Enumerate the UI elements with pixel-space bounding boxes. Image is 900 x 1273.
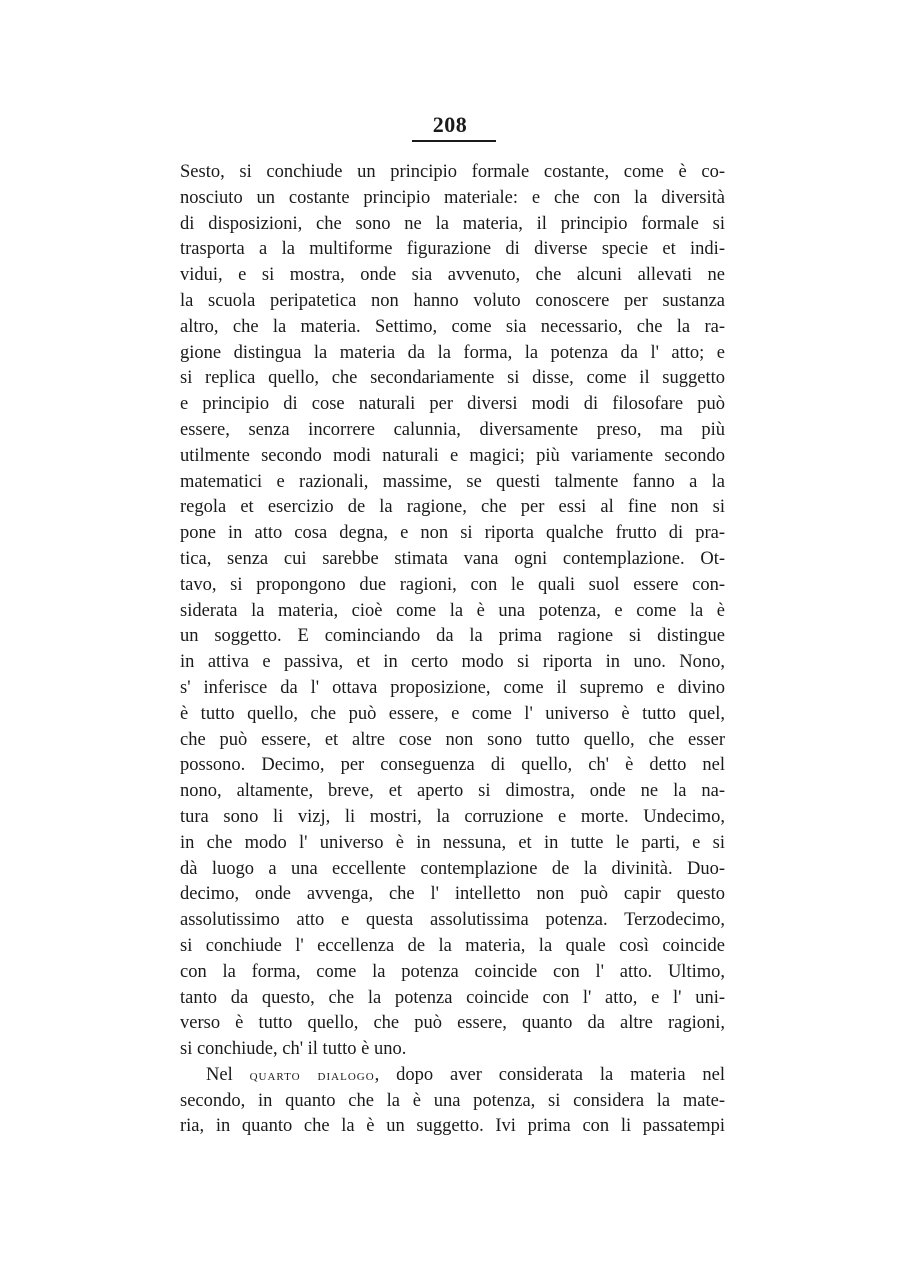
text-line: e principio di cose naturali per diversi modi di filosofare può — [180, 394, 725, 415]
text-line: tavo, si propongono due ragioni, con le quali suol essere con- — [180, 574, 725, 595]
text-line: Sesto, si conchiude un principio formale costante, come è co- — [180, 162, 725, 182]
text-line: nosciuto un costante principio materiale: e che con la diversità — [180, 187, 725, 208]
text-line: la scuola peripatetica non hanno voluto conoscere per sustanza — [180, 290, 725, 311]
text-line: ria, in quanto che la è un suggetto. Ivi prima con li passatempi — [180, 1116, 725, 1137]
text-line: che può essere, et altre cose non sono tutto quello, che esser — [180, 729, 725, 750]
text-line: è tutto quello, che può essere, e come l' universo è tutto quel, — [180, 703, 725, 724]
text-line: siderata la materia, cioè come la è una potenza, e come la è — [180, 600, 725, 621]
text-line: vidui, e si mostra, onde sia avvenuto, che alcuni allevati ne — [180, 265, 725, 286]
text-line: con la forma, come la potenza coincide con l' atto. Ultimo, — [180, 961, 725, 982]
text-line: dà luogo a una eccellente contemplazione de la divinità. Duo- — [180, 858, 725, 879]
text-line: tura sono li vizj, li mostri, la corruzione e morte. Undecimo, — [180, 806, 725, 827]
text-line: si conchiude l' eccellenza de la materia, la quale così coincide — [180, 935, 725, 956]
text-line: s' inferisce da l' ottava proposizione, come il supremo e divino — [180, 677, 725, 698]
text-line: regola et esercizio de la ragione, che per essi al fine non si — [180, 497, 725, 518]
paragraph-lead: Nel — [206, 1064, 250, 1085]
text-line: trasporta a la multiforme figurazione di diverse specie et indi- — [180, 239, 725, 260]
text-line: si replica quello, che secondariamente si disse, come il suggetto — [180, 368, 725, 389]
text-line: tica, senza cui sarebbe stimata vana ogni contemplazione. Ot- — [180, 548, 725, 569]
text-line: assolutissimo atto e questa assolutissima potenza. Terzodecimo, — [180, 910, 725, 931]
text-line: pone in atto cosa degna, e non si riporta qualche frutto di pra- — [180, 523, 725, 544]
section-reference: quarto dialogo — [249, 1067, 375, 1084]
page-number: 208 — [432, 112, 468, 137]
body-text — [180, 160, 725, 1140]
paragraph-opening-line — [180, 1063, 725, 1089]
text-line: secondo, in quanto che la è una potenza, si considera la mate- — [180, 1090, 725, 1111]
text-line: essere, senza incorrere calunnia, diversamente preso, ma più — [180, 419, 725, 440]
text-line: altro, che la materia. Settimo, come sia necessario, che la ra- — [180, 316, 725, 337]
text-line: tanto da questo, che la potenza coincide con l' atto, e l' uni- — [180, 987, 725, 1008]
text-line: si conchiude, ch' il tutto è uno. — [180, 1039, 407, 1060]
text-line: nono, altamente, breve, et aperto si dimostra, onde ne la na- — [180, 781, 725, 802]
header-rule — [412, 140, 496, 142]
text-line: gione distingua la materia da la forma, la potenza da l' atto; e — [180, 342, 725, 363]
text-line: in che modo l' universo è in nessuna, et in tutte le parti, e si — [180, 832, 725, 853]
text-line: decimo, onde avvenga, che l' intelletto non può capir questo — [180, 884, 725, 905]
text-line: di disposizioni, che sono ne la materia, il principio formale si — [180, 213, 725, 234]
text-line: un soggetto. E cominciando da la prima ragione si distingue — [180, 626, 725, 647]
text-line: possono. Decimo, per conseguenza di quello, ch' è detto nel — [180, 755, 725, 776]
text-line: matematici e razionali, massime, se questi talmente fanno a la — [180, 471, 725, 492]
text-line: utilmente secondo modi naturali e magici; più variamente secondo — [180, 445, 725, 466]
paragraph-opening-rest: , dopo aver considerata la materia nel — [374, 1064, 726, 1085]
text-line: in attiva e passiva, et in certo modo si riporta in uno. Nono, — [180, 652, 725, 673]
text-line: verso è tutto quello, che può essere, quanto da altre ragioni, — [180, 1013, 725, 1034]
